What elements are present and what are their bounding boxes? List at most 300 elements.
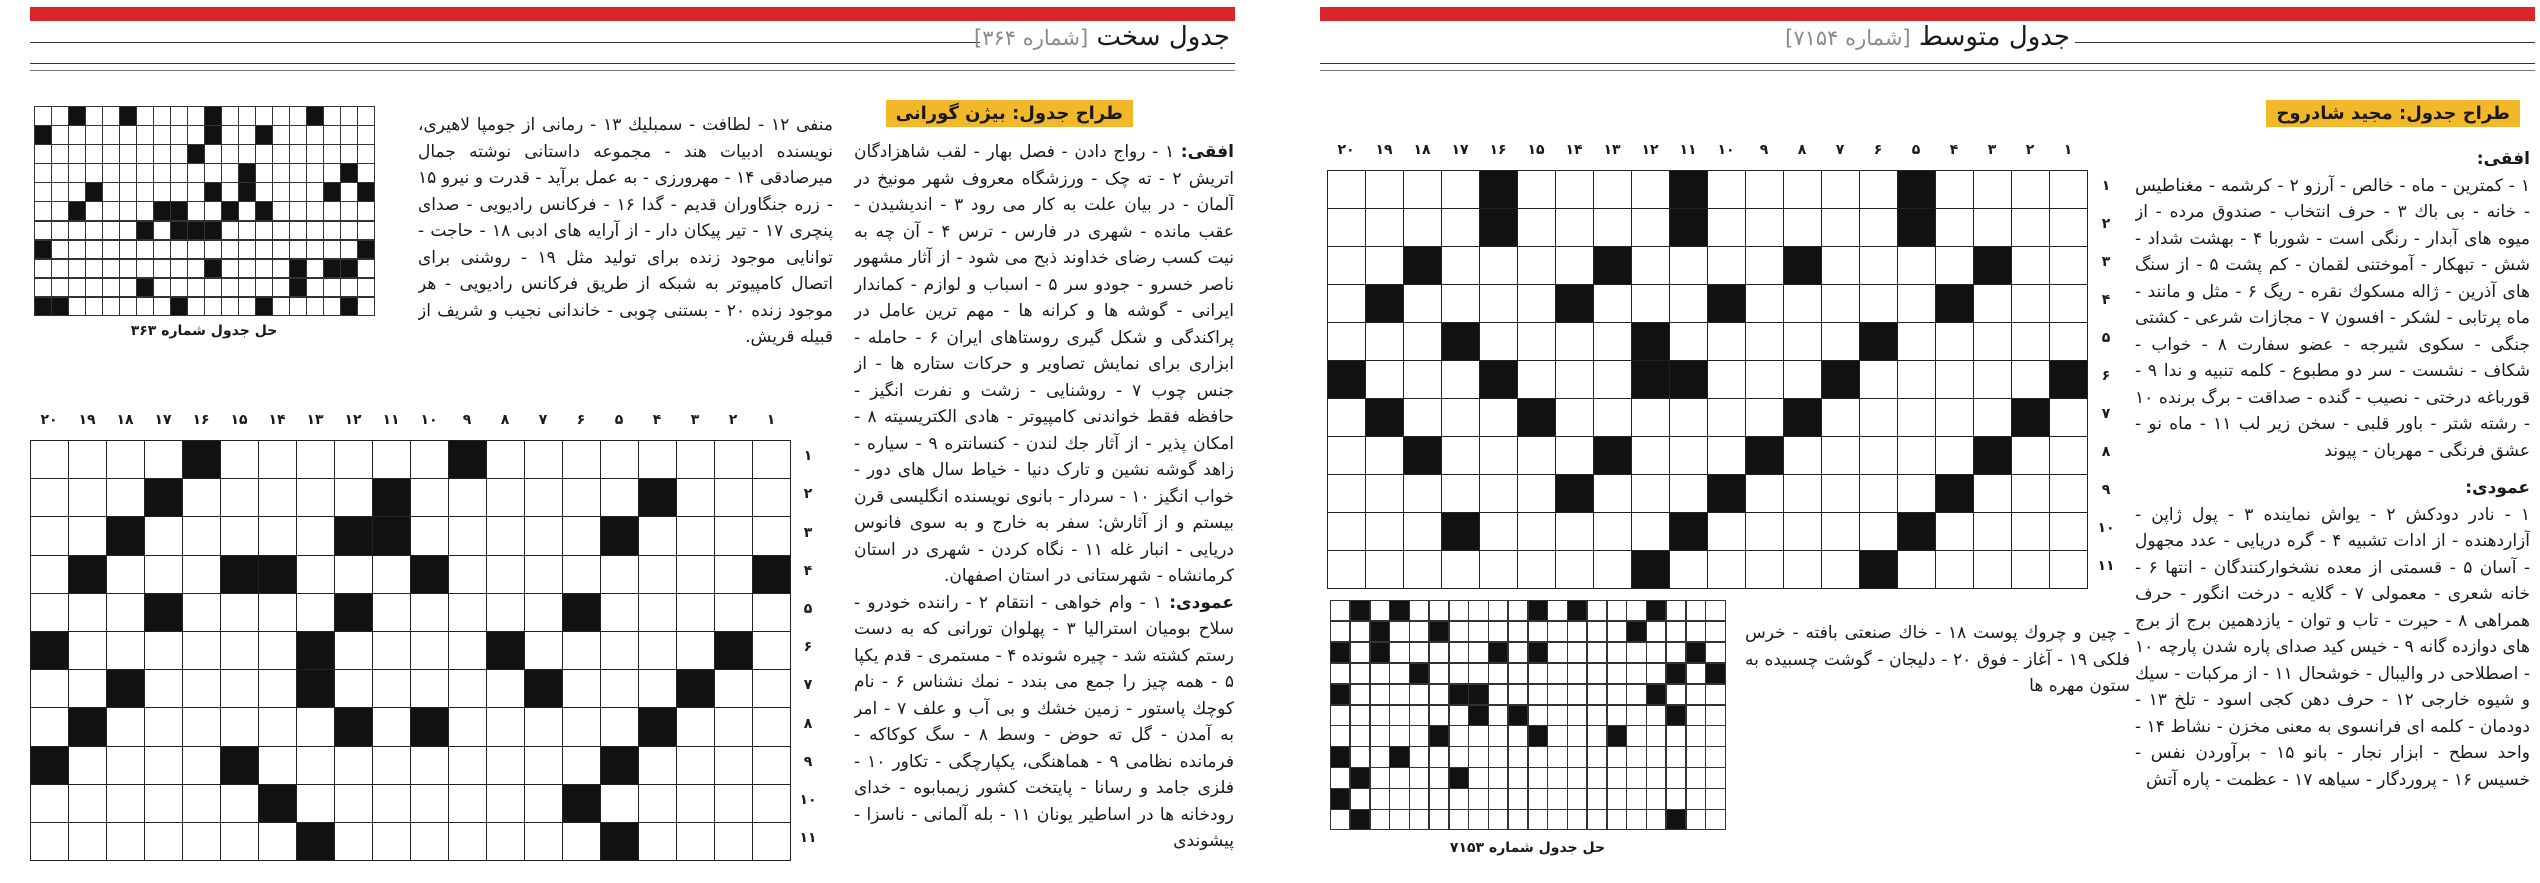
grid-cell [1745,550,1784,589]
grid-cell [372,593,411,632]
solution-cell [272,278,290,298]
grid-cell [1403,284,1442,323]
solution-cell [170,259,188,279]
grid-cell [258,707,297,746]
black-cell [1327,360,1366,399]
solution-cell [1389,788,1409,809]
solution-cell [1567,809,1587,830]
solution-cell [1370,788,1390,809]
grid-cell [676,478,715,517]
solution-cell [102,125,120,145]
grid-cell [562,822,601,861]
left-row-numbers [792,438,822,860]
right-solution-caption: حل جدول شماره ۷۱۵۳ [1449,840,1606,856]
solution-cell [1705,809,1725,830]
solution-cell [306,201,324,221]
solution-black-cell [238,182,256,202]
solution-cell [1330,600,1350,621]
black-cell [1669,360,1708,399]
solution-cell [1705,767,1725,788]
black-cell [1859,322,1898,361]
grid-cell [2011,208,2050,247]
solution-cell [204,297,222,317]
solution-cell [1646,767,1666,788]
solution-black-cell [1666,663,1686,684]
grid-cell [714,555,753,594]
grid-cell [1821,398,1860,437]
solution-black-cell [136,221,154,241]
solution-cell [1488,767,1508,788]
left-page-title [520,22,1230,52]
solution-cell [340,144,358,164]
solution-cell [306,278,324,298]
grid-cell [334,822,373,861]
grid-cell [1745,208,1784,247]
grid-cell [1669,322,1708,361]
grid-cell [1745,512,1784,551]
solution-cell [51,240,69,260]
left-down-clues: ۱ - وام خواهی - انتقام ۲ - راننده خودرو - سلاح بومیان استرالیا ۳ - پهلوان تورانی که به دست رستم کشته شد - چیره شونده ۴ - مستمری - قدم یکپا ۵ - همه چیز را جمع می بندد - نمك نشناس ۶ - نام کوچك پاستور - زمین خشك و بی آب و علف ۷ - امر به آمدن - گل ته حوض - وسط ۸ - سگ کوکاکه - فرمانده نظامی ۹ - هماهنگی، یکپارچگی - تکاور ۱۰ - فلزی جامد و رسانا - پایتخت کشور زیمبابوه - خدای رودخانه ها در اساطیر یونان ۱۱ - بله آلمانی - ناسزا - پیشوندی [854,592,1234,851]
solution-cell [323,240,341,260]
row-number: ۶ [2101,368,2111,384]
solution-cell [1607,642,1627,663]
right-down-heading: عمودی: [2465,478,2530,498]
grid-cell [1365,512,1404,551]
grid-cell [296,440,335,479]
grid-cell [562,555,601,594]
column-number: ۶ [576,412,586,428]
solution-cell [255,144,273,164]
solution-cell [136,201,154,221]
solution-cell [1626,705,1646,726]
grid-cell [334,784,373,823]
solution-cell [1488,600,1508,621]
solution-cell [1350,663,1370,684]
grid-cell [68,822,107,861]
solution-cell [136,125,154,145]
column-number: ۱۵ [1527,142,1545,158]
solution-black-cell [34,125,52,145]
solution-cell [323,163,341,183]
column-number: ۱۶ [1489,142,1507,158]
solution-cell [1646,642,1666,663]
solution-cell [51,163,69,183]
grid-cell [1745,170,1784,209]
grid-cell [2049,550,2088,589]
solution-cell [68,221,86,241]
row-number: ۳ [2101,254,2111,270]
column-number: ۵ [1911,142,1921,158]
grid-cell [1935,322,1974,361]
column-number: ۲۰ [40,412,58,428]
solution-cell [153,182,171,202]
row-number: ۸ [803,715,813,732]
solution-cell [323,144,341,164]
solution-cell [1409,642,1429,663]
grid-cell [1555,512,1594,551]
solution-black-cell [1528,600,1548,621]
right-across-heading: افقی: [2476,149,2530,169]
grid-cell [676,746,715,785]
black-cell [1593,436,1632,475]
left-across-heading: افقی: [1180,142,1234,162]
grid-cell [372,822,411,861]
grid-cell [1441,284,1480,323]
grid-cell [106,822,145,861]
solution-cell [1666,746,1686,767]
grid-cell [752,669,791,708]
solution-cell [221,144,239,164]
grid-cell [372,631,411,670]
grid-cell [524,478,563,517]
row-number: ۸ [2101,444,2111,460]
grid-cell [258,478,297,517]
solution-cell [1587,809,1607,830]
solution-black-cell [1370,621,1390,642]
solution-cell [1429,746,1449,767]
solution-black-cell [1468,705,1488,726]
solution-cell [340,221,358,241]
black-cell [1935,474,1974,513]
solution-cell [1646,746,1666,767]
column-number: ۲۰ [1337,142,1355,158]
grid-cell [714,707,753,746]
grid-cell [106,784,145,823]
solution-cell [357,125,375,145]
grid-cell [2049,246,2088,285]
solution-cell [1607,809,1627,830]
solution-cell [85,278,103,298]
solution-black-cell [289,259,307,279]
grid-cell [182,478,221,517]
solution-black-cell [1330,642,1350,663]
solution-black-cell [1449,684,1469,705]
solution-cell [1449,725,1469,746]
column-number: ۱۲ [344,412,362,428]
solution-black-cell [1567,600,1587,621]
solution-black-cell [357,182,375,202]
grid-cell [1555,246,1594,285]
solution-cell [1567,663,1587,684]
solution-cell [221,106,239,126]
grid-cell [1555,208,1594,247]
left-title-text: جدول سخت [1096,22,1230,52]
solution-cell [1547,705,1567,726]
grid-cell [448,707,487,746]
solution-black-cell [68,201,86,221]
grid-cell [1517,170,1556,209]
solution-cell [1488,746,1508,767]
solution-black-cell [204,182,222,202]
solution-cell [1449,600,1469,621]
solution-cell [323,278,341,298]
grid-cell [1327,322,1366,361]
grid-cell [1517,474,1556,513]
solution-cell [357,259,375,279]
grid-cell [1973,398,2012,437]
grid-cell [1555,170,1594,209]
black-cell [1441,322,1480,361]
solution-black-cell [221,201,239,221]
solution-cell [1330,809,1350,830]
grid-cell [144,746,183,785]
solution-cell [85,221,103,241]
solution-cell [238,240,256,260]
grid-cell [1479,436,1518,475]
solution-cell [1646,725,1666,746]
grid-cell [1897,284,1936,323]
solution-cell [1429,788,1449,809]
grid-cell [30,593,69,632]
solution-cell [340,201,358,221]
row-number: ۱۱ [2097,558,2115,574]
column-number: ۱۹ [1375,142,1393,158]
solution-cell [1547,746,1567,767]
solution-cell [1626,809,1646,830]
solution-black-cell [1488,642,1508,663]
solution-cell [51,125,69,145]
solution-black-cell [85,182,103,202]
solution-cell [1547,684,1567,705]
grid-cell [714,669,753,708]
solution-cell [1626,767,1646,788]
solution-cell [1350,642,1370,663]
grid-cell [410,478,449,517]
grid-cell [752,784,791,823]
black-cell [1631,550,1670,589]
solution-cell [119,144,137,164]
black-cell [1897,208,1936,247]
grid-cell [220,822,259,861]
solution-cell [68,163,86,183]
solution-cell [1389,621,1409,642]
grid-cell [524,707,563,746]
column-number: ۱۸ [1413,142,1431,158]
solution-cell [187,259,205,279]
solution-cell [340,278,358,298]
solution-cell [1508,663,1528,684]
solution-cell [1686,788,1706,809]
black-cell [1593,246,1632,285]
black-cell [1669,512,1708,551]
black-cell [1859,550,1898,589]
solution-cell [357,106,375,126]
column-number: ۸ [1797,142,1807,158]
solution-cell [221,182,239,202]
solution-cell [238,278,256,298]
grid-cell [1973,550,2012,589]
grid-cell [524,746,563,785]
solution-black-cell [1350,600,1370,621]
solution-cell [255,259,273,279]
solution-cell [170,106,188,126]
solution-cell [1449,663,1469,684]
black-cell [1897,170,1936,209]
solution-black-cell [1409,663,1429,684]
solution-cell [102,163,120,183]
grid-cell [486,669,525,708]
solution-cell [1686,600,1706,621]
grid-cell [1783,170,1822,209]
solution-cell [306,297,324,317]
solution-cell [102,221,120,241]
solution-cell [153,240,171,260]
solution-cell [1607,600,1627,621]
grid-cell [372,746,411,785]
grid-cell [1403,360,1442,399]
black-cell [1707,474,1746,513]
solution-cell [1705,684,1725,705]
grid-cell [1897,246,1936,285]
grid-cell [1441,170,1480,209]
solution-cell [1666,788,1686,809]
grid-cell [1973,512,2012,551]
grid-cell [1593,550,1632,589]
grid-cell [752,746,791,785]
grid-cell [524,593,563,632]
grid-cell [1327,436,1366,475]
solution-cell [1468,746,1488,767]
solution-cell [1409,767,1429,788]
grid-cell [676,822,715,861]
grid-cell [334,631,373,670]
grid-cell [1859,512,1898,551]
solution-cell [221,278,239,298]
grid-cell [448,631,487,670]
grid-cell [1707,322,1746,361]
grid-cell [1669,436,1708,475]
grid-cell [1973,322,2012,361]
grid-cell [1479,246,1518,285]
solution-black-cell [289,278,307,298]
grid-cell [182,516,221,555]
grid-cell [182,822,221,861]
grid-cell [1783,284,1822,323]
solution-cell [1528,746,1548,767]
black-cell [220,746,259,785]
grid-cell [1707,208,1746,247]
solution-cell [1567,725,1587,746]
grid-cell [1859,398,1898,437]
black-cell [144,593,183,632]
solution-cell [1389,642,1409,663]
solution-cell [238,259,256,279]
solution-cell [204,144,222,164]
solution-cell [1389,809,1409,830]
grid-cell [714,784,753,823]
grid-cell [1441,398,1480,437]
grid-cell [106,555,145,594]
grid-cell [30,822,69,861]
solution-cell [153,106,171,126]
solution-cell [85,163,103,183]
grid-cell [1935,398,1974,437]
solution-cell [1350,705,1370,726]
solution-cell [34,163,52,183]
black-cell [1783,246,1822,285]
grid-cell [1517,436,1556,475]
solution-cell [1547,642,1567,663]
solution-cell [204,201,222,221]
solution-black-cell [340,163,358,183]
solution-cell [153,144,171,164]
grid-cell [144,822,183,861]
black-cell [182,440,221,479]
solution-cell [1330,621,1350,642]
solution-cell [1686,684,1706,705]
grid-cell [410,516,449,555]
grid-cell [638,822,677,861]
solution-cell [1567,621,1587,642]
right-down-clues: ۱ - نادر دودکش ۲ - یواش نماینده ۳ - پول ژاپن - آزاردهنده - از ادات تشبیه ۴ - گره دریایی - عدد مجهول - آسان ۵ - قسمتی از معده نشخوارکنندگان - انتها ۶ - خانه شعری - معمولی ۷ - گلایه - درخت انگور - حرف همراهی ۸ - حیرت - تاب و توان - یازدهمین برج از برج های دوازده گانه ۹ - خیس کید صدای پاره شدن پارچه ۱۰ - اصطلاحی در والیبال - خوشحال ۱۱ - از مرکبات - سیك و شیوه خارجی ۱۲ - حرف دهن کجی اسود - تلخ ۱۳ - دودمان - کلمه ای فرانسوی به معنی مخزن - نشاط ۱۴ - واحد سطح - ابزار نجار - بانو ۱۵ - برآوردن نفس - خسیس ۱۶ - پروردگار - سیاهه ۱۷ - عظمت - پاره آتش [2135,504,2530,790]
grid-cell [2049,284,2088,323]
solution-cell [1587,788,1607,809]
solution-cell [1409,621,1429,642]
grid-cell [1441,360,1480,399]
grid-cell [1973,360,2012,399]
grid-cell [1897,436,1936,475]
grid-cell [144,707,183,746]
solution-cell [204,278,222,298]
column-number: ۹ [1759,142,1769,158]
grid-cell [1821,512,1860,551]
grid-cell [410,593,449,632]
grid-cell [486,478,525,517]
grid-cell [1593,284,1632,323]
right-across-clues: ۱ - کمترین - ماه - خالص - آرزو ۲ - کرشمه - مغناطیس - خانه - بی باك ۳ - حرف انتخاب - صندوق مرده - از میوه های آبدار - رنگی است - شوربا ۴ - بهشت شداد - شش - تبهکار - آموختنی لقمان - کم پشت ۵ - از سنگ های آذرین - ژاله مسکوك نقره - ریگ ۶ - مثل و مانند - ماه پرتابی - لشکر - افسون ۷ - مجازات شرعی - کشتی جنگی - سکوی شیرجه - عضو سفارت ۸ - خواب - شکاف - نشست - سر دو مطبوع - کلمه تنبیه و ندا ۹ - قورباغه درختی - نصیب - گنده - صداقت - برگ برنده ۱۰ - رشته شتر - باور قلبی - سخن زیر لب ۱۱ - ماه نو - عشق فرنگی - مهربان - پیوند [2135,175,2530,461]
black-cell [562,784,601,823]
black-cell [106,669,145,708]
grid-cell [2049,208,2088,247]
solution-black-cell [170,221,188,241]
black-cell [1897,512,1936,551]
grid-cell [144,516,183,555]
solution-cell [102,278,120,298]
left-solution-grid [34,106,374,316]
grid-cell [448,822,487,861]
solution-cell [1389,767,1409,788]
right-row-numbers [2090,168,2120,588]
grid-cell [1593,398,1632,437]
solution-black-cell [187,144,205,164]
solution-cell [1705,642,1725,663]
solution-cell [340,240,358,260]
grid-cell [296,555,335,594]
solution-black-cell [1429,725,1449,746]
grid-cell [638,593,677,632]
grid-cell [2011,550,2050,589]
grid-cell [1555,360,1594,399]
grid-cell [1973,284,2012,323]
solution-cell [1409,746,1429,767]
solution-cell [1528,621,1548,642]
black-cell [372,478,411,517]
grid-cell [448,669,487,708]
grid-cell [1555,322,1594,361]
grid-cell [1935,550,1974,589]
solution-cell [153,297,171,317]
grid-cell [1327,550,1366,589]
black-cell [1821,360,1860,399]
grid-cell [448,593,487,632]
grid-cell [1593,474,1632,513]
solution-cell [1607,684,1627,705]
grid-cell [68,746,107,785]
solution-cell [1626,725,1646,746]
grid-cell [752,440,791,479]
solution-cell [1429,705,1449,726]
solution-cell [119,125,137,145]
